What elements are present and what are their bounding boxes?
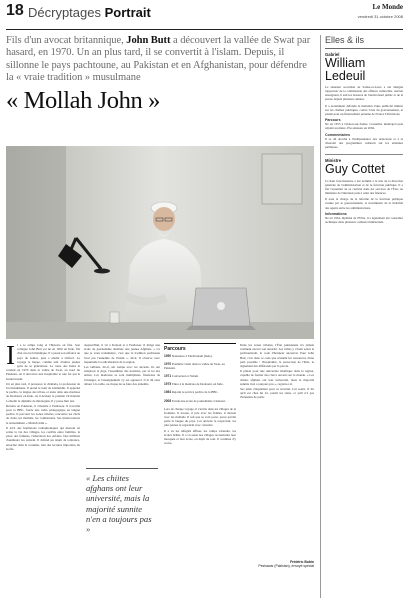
brand-logo: Le Monde [372, 3, 403, 11]
person-2-name: Guy Cottet [325, 162, 385, 177]
page-header [6, 2, 403, 30]
timeline-year: 2008 [164, 398, 172, 403]
paragraph: Dans les zones tribales, l'État pakistanais n'a jamais vraiment exercé son autorité. Les tribus y vivent selon le pachtounwali, le code d'honneur ancestral. Pour John Butt, c'est dans ce code que résident les ressources d'une paix possible : l'hospitalité, la protection de l'hôte, le règlement des différends par la parole. [240, 343, 314, 369]
person-1-label: Gabriel [325, 52, 340, 57]
paragraph: Il a vu les réfugiés affluer, les camps s'étendre, les écoles brûler. Il a vu aussi des villages reconstruire leur mosquée et leur école, en dépit de tout. Il continue d'y croire. [164, 428, 236, 446]
paragraph: Né en 1954, diplômé de l'ENA, il a également été conseiller technique dans plusieurs cabinets ministériels. [325, 215, 403, 225]
paragraph: Il se dit attaché à l'indépendance des rédactions et à la diversité des programmes culturels sur les antennes publiques. [325, 136, 403, 150]
article-heading [6, 35, 314, 116]
intro-text-end: a découvert la vallée de Swat par hasard, en 1970. Un an plus tard, il se convertit à l'islam. Depuis, il sillonne le pays pachtoune, au Pakistan et en Afghanistan, pour défendre la « vraie tradition » musulmane [6, 35, 311, 84]
article-column-4 [240, 343, 314, 557]
article-column-2 [84, 343, 160, 463]
paragraph: l a le temps long et l'histoire en fête. Son collègue John Butt est né en 1950 en Inde, fils d'un avocat britannique. Il a passé son enfance au pays de Galles, puis a étudié à Oxford. Le voyage le happe, comme tant d'autres jeunes gens de sa génération. La route des Indes le conduit en 1970 dans la vallée de Swat, au nord du Pakistan, où il découvre une hospitalité et une foi qui le bouleversent. [6, 343, 80, 381]
paragraph: Lors de chaque voyage, il s'arrête dans les villages de la frontière. Il écoute, il prie avec les fidèles, il discute avec les mollahs. Il sait que sa voix porte, parce qu'elle parle la langue du pays. Les anciens le respectent, les plus jeunes le regardent avec curiosité. [164, 406, 236, 428]
person-2-text [325, 179, 403, 225]
timeline-text: Entre à la madrasa de Deoband, en Inde. [171, 382, 224, 387]
person-1-text [325, 85, 403, 149]
paragraph: Les talibans, dit-il, ont rompu avec les anciens. Ils ont remplacé la jirga, l'assemblée des notables, par la loi des armes. Les madrasas se sont multipliées, financées de l'étranger, et l'enseignement s'y est appauvri. Il le dit sans détour à la radio, au risque de se faire des ennemis. [84, 365, 160, 386]
pull-quote-text: « Les chiites afghans ont leur université, mais la majorité sunnite n'en a toujours pas » [86, 473, 152, 535]
issue-date: vendredi 31 octobre 2008 [357, 14, 403, 19]
pull-quote [86, 468, 158, 534]
person-profile-2 [325, 158, 403, 226]
timeline-item [164, 362, 236, 370]
paragraph: Aujourd'hui, il vit à Kaboul et à Peshawar. Il dirige une école de journalisme destinée aux jeunes Afghans. « Ce que je veux transmettre, c'est que la tradition pachtoune n'est pas l'ennemie de l'islam », dit-il. Il observe avec inquiétude la radicalisation de la région. [84, 343, 160, 364]
article-photo [6, 146, 314, 339]
author-name: Frédéric Bobin [290, 560, 314, 564]
article-column-3 [164, 407, 236, 446]
paragraph: Ses amis s'inquiètent pour sa sécurité. Lui sourit. Il dit qu'il est chez lui ici, parmi les siens, et qu'il n'a pas l'intention de partir. [240, 387, 314, 400]
paragraph: Ce haut fonctionnaire a été nommé à la tête de la direction générale de l'administration et de la fonction publique. Il a fait l'essentiel de sa carrière dans les services de l'État, au ministère de l'intérieur puis à celui des finances. [325, 178, 403, 196]
timeline-box [164, 343, 236, 445]
author-role: Peshawar (Pakistan), envoyé spécial [258, 564, 314, 569]
sidebar-rubric: Elles & ils [325, 35, 403, 49]
paragraph: Il écrit des feuilletons radiophoniques qui mettent en scène la vie des villages, les conflits entre familles, la place des femmes, l'éducation des enfants. Des millions d'auditeurs les suivent. Il défend un islam de tolérance, enraciné dans la coutume, loin des lectures importées du Golfe. [6, 425, 80, 451]
timeline-text: Fonde une école de journalisme à Kaboul. [171, 398, 226, 403]
timeline-item [164, 354, 236, 358]
timeline-text: Première visite dans la vallée de Swat, au Pakistan. [164, 362, 225, 371]
subheading: Parcours [325, 118, 341, 123]
timeline-year: 1971 [164, 374, 172, 379]
timeline-item [164, 399, 236, 403]
paragraph: Il aura la charge de la réforme de la fonction publique voulue par le gouvernement, et notamment de la mobilité des agents entre les administrations. [325, 197, 403, 210]
intro-person-name: John Butt [126, 35, 171, 46]
section-title [28, 5, 151, 20]
paragraph: Il plaide pour une université islamique dans la région, capable de former des clercs ouverts sur le monde. « Les chiites afghans ont leur université, mais la majorité sunnite n'en a toujours pas », regrette-t-il. [240, 369, 314, 386]
paragraph: Il a notamment défendu le maintien d'une publicité limitée sur les chaînes publiques, contre l'avis du gouvernement, et plaidé pour un financement pérenne de France Télévisions. [325, 103, 403, 116]
timeline-text: Rejoint le service pachto de la BBC. [171, 390, 219, 395]
dropcap: I [6, 343, 15, 370]
article-headline: « Mollah John » [6, 86, 160, 114]
timeline-year: 1975 [164, 382, 172, 387]
timeline-year: 1950 [164, 354, 172, 358]
sidebar-divider [325, 154, 403, 155]
paragraph: Un an plus tard, il prononce la chahada, la profession de foi musulmane. Il prend le nom de Jalaluddin. Il apprend le pachto, la langue des tribus, et entre dans une madrasa de Deoband, en Inde, où il devient le premier Occidental à obtenir le diplôme de théologien. Il y passe huit ans. [6, 381, 80, 403]
subsection-label: Portrait [104, 5, 151, 20]
paragraph: Né en 1955 à Chalon-sur-Saône. Conseiller municipal puis adjoint au maire. Élu sénateur en 2004. [325, 122, 403, 131]
timeline-item [164, 382, 236, 386]
article-column-1 [6, 343, 80, 597]
paragraph: Revenu au Pakistan, il s'installe à Peshawar. Il travaille pour la BBC, fonde une radio pédagogique en langue pachto. Il parcourt les zones tribales, rencontre les chefs de clans, les mollahs, les combattants. Ses interlocuteurs le surnomment « Mollah John ». [6, 403, 80, 425]
article-signature [240, 560, 314, 569]
person-2-label: Ministre [325, 158, 342, 164]
timeline-item [164, 390, 236, 394]
timeline-year: 1984 [164, 390, 172, 395]
photo-illustration [6, 146, 314, 339]
timeline-year: 1970 [164, 362, 172, 367]
timeline-text: Naissance à Tindivanam (Inde). [171, 354, 213, 358]
subheading: Informations [325, 211, 347, 216]
timeline-item [164, 374, 236, 378]
subheading: Commentaires [325, 132, 350, 137]
timeline-title: Parcours [164, 343, 236, 352]
page-number: 18 [6, 2, 24, 19]
laptop [186, 288, 256, 330]
sidebar-people [320, 35, 403, 598]
article-intro [6, 35, 314, 85]
paragraph: Le sénateur socialiste de Saône-et-Loire a été désigné rapporteur de la commission des affaires culturelles. Ancien enseignant, il suit les dossiers de l'audiovisuel public et de la presse depuis plusieurs années. [325, 85, 403, 102]
person-1-name: William Ledeuil [325, 56, 366, 83]
timeline-text: Conversion à l'islam. [171, 374, 199, 379]
section-label: Décryptages [28, 5, 101, 20]
person-profile-1 [325, 52, 403, 151]
intro-text-start: Fils d'un avocat britannique, [6, 35, 127, 46]
